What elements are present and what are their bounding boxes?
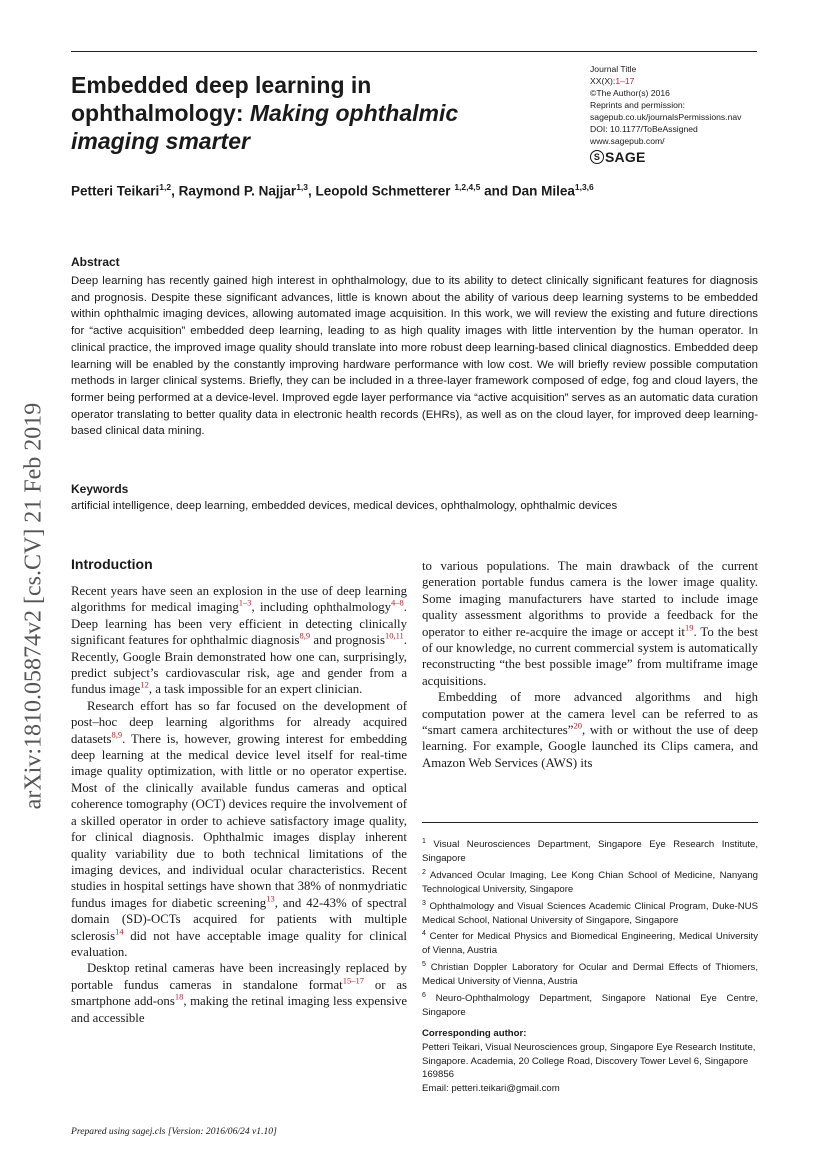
page-range-link[interactable]: 1–17 xyxy=(615,76,635,86)
paper-title xyxy=(71,71,541,155)
author-affiliation: 1,3 xyxy=(296,182,309,192)
footnote-number: 2 xyxy=(422,868,426,876)
body-paragraph: to various populations. The main drawback of the current generation portable fundus camera is the lower image quality. Some imaging manufacturers have started to include image quality assessment algorithms to provide a feedback for the operator to either re-acquire the image or accept $it^{19}$. To the best of our knowledge, no current commercial system is automatically reconstructing “the best possible image” from multiframe image acquisitions. xyxy=(422,559,758,688)
title-line-2-italic: Making ophthalmic xyxy=(249,100,459,126)
author-name: Petteri Teikari xyxy=(71,183,160,199)
citation-link[interactable]: 8,9 xyxy=(111,729,123,740)
author-list xyxy=(71,182,594,199)
intro-right-column xyxy=(422,558,758,771)
intro-left-column xyxy=(71,583,407,1026)
citation-link[interactable]: 15–17 xyxy=(342,975,364,986)
author-name: Raymond P. Najjar xyxy=(178,183,297,199)
footnote-number: 4 xyxy=(422,930,426,938)
body-paragraph: Embedding of more advanced algorithms and high computation power at the camera level can be referred to as “smart camera architectures”$^{20}$, with or without the use of deep learning. For example, Google launched its Clips camera, and Amazon Web Services (AWS) its xyxy=(422,690,758,770)
corresponding-heading: Corresponding author: xyxy=(422,1028,527,1039)
permissions-url: sagepub.co.uk/journalsPermissions.nav xyxy=(590,112,742,122)
sage-s-icon: S xyxy=(590,150,604,164)
journal-name: Journal Title xyxy=(590,64,637,74)
citation-link[interactable]: 13 xyxy=(266,893,275,904)
affiliation-footnote: $^5$ Christian Doppler Laboratory for Ocular and Dermal Effects of Thiomers, Medical University of Vienna, Austria xyxy=(422,961,758,988)
citation-link[interactable]: 12 xyxy=(140,680,149,691)
citation-link[interactable]: 4–8 xyxy=(391,598,404,609)
affiliation-footnote: $^6$ Neuro-Ophthalmology Department, Singapore National Eye Centre, Singapore xyxy=(422,991,758,1018)
journal-site: www.sagepub.com/ xyxy=(590,136,665,146)
abstract-heading: Abstract xyxy=(71,255,120,269)
arxiv-side-stamp xyxy=(20,362,47,850)
title-line-2-plain: ophthalmology: xyxy=(71,100,250,126)
doi: DOI: 10.1177/ToBeAssigned xyxy=(590,124,698,134)
affiliation-footnote: $^4$ Center for Medical Physics and Biomedical Engineering, Medical University of Vienna, Austria xyxy=(422,930,758,957)
affiliation-footnote: $^1$ Visual Neurosciences Department, Singapore Eye Research Institute, Singapore xyxy=(422,838,758,864)
prepared-using-footer: Prepared using sagej.cls [Version: 2016/06/24 v1.10] xyxy=(71,1126,277,1137)
citation-link[interactable]: 1–3 xyxy=(238,598,252,609)
citation-link[interactable]: 10,11 xyxy=(384,630,404,641)
footnote-number: 6 xyxy=(422,991,426,999)
introduction-heading: Introduction xyxy=(71,556,153,572)
citation-link[interactable]: 19 xyxy=(684,622,694,633)
author-affiliation: 1,3,6 xyxy=(574,182,594,192)
citation-link[interactable]: 18 xyxy=(174,991,184,1002)
body-paragraph: Desktop retinal cameras have been increasingly replaced by portable fundus cameras in standalone format$^{15-17}$ or as smartphone add-ons$^{18}$, making the retinal imaging less expensive and accessible xyxy=(71,961,408,1025)
affiliation-footnotes xyxy=(422,835,758,1020)
corresponding-author xyxy=(422,1027,758,1096)
top-rule xyxy=(71,51,757,52)
affiliation-footnote: $^2$ Advanced Ocular Imaging, Lee Kong Chian School of Medicine, Nanyang Technological University, Singapore xyxy=(422,868,758,895)
footnote-rule xyxy=(422,822,758,823)
corresponding-email[interactable]: Email: petteri.teikari@gmail.com xyxy=(422,1083,560,1095)
affiliation-footnote: $^3$ Ophthalmology and Visual Sciences Academic Clinical Program, Duke-NUS Medical School, National University of Singapore, Singapore xyxy=(422,899,758,926)
sage-logo xyxy=(590,150,790,164)
author-separator: , xyxy=(308,183,316,199)
keywords-heading: Keywords xyxy=(71,482,129,496)
volume-prefix: XX(X): xyxy=(590,76,616,86)
title-line-3-italic: imaging smarter xyxy=(71,128,250,154)
body-paragraph: Recent years have seen an explosion in the use of deep learning algorithms for medical imaging$^{1-3}$, including ophthalmology$^{4-8}$. Deep learning has been very efficient in detecting clinically significant features for ophthalmic diagnosis$^{8,9}$ and prognosis$^{10,11}$. Recently, Google Brain demonstrated how one can, surprisingly, predict subject’s cardiovascular risk, age and gender from a fundus image$^{12}$, a task impossible for an expert clinician. xyxy=(71,584,407,697)
author-separator: , xyxy=(171,183,179,199)
arxiv-identifier: arXiv:1810.05874v2 [cs.CV] 21 Feb 2019 xyxy=(20,402,46,810)
reprints: Reprints and permission: xyxy=(590,100,686,110)
author-affiliation: 1,2 xyxy=(159,182,172,192)
abstract-body: Deep learning has recently gained high interest in ophthalmology, due to its ability to detect clinically significant features for diagnosis and prognosis. Despite these significant advances, little is known about the ability of various deep learning systems to be embedded within ophthalmic imaging devices, allowing automated image acquisition. In this work, we will review the existing and future directions for “active acquisition” embedded deep learning, leading to as high quality images with little intervention by the human operator. In clinical practice, the improved image quality should translate into more robust deep learning-based clinical diagnostics. Embedded deep learning will be enabled by the constantly improving hardware performance with low cost. We will briefly review possible computation methods in larger clinical systems. Briefly, they can be included in a three-layer framework composed of edge, fog and cloud layers, the former being performed at a device-level. Improved egde layer performance via “active acquisition” serves as an automatic data curation operator translating to better quality data in electronic health records (EHRs), as well as on the cloud layer, for improved deep learning-based clinical data mining. xyxy=(71,275,758,438)
journal-volume xyxy=(590,75,790,87)
author-affiliation: 1,2,4,5 xyxy=(454,182,481,192)
copyright: ©The Author(s) 2016 xyxy=(590,88,670,98)
body-paragraph: Research effort has so far focused on the development of post–hoc deep learning algorithms for already acquired datasets$^{8,9}$. There is, however, growing interest for embedding deep learning at the medical device level itself for real-time image quality optimization, with little or no operator expertise. Most of the clinically available fundus cameras and optical coherence tomography (OCT) devices require the involvement of a skilled operator in order to achieve satisfactory image quality, for clinical diagnosis. Ophthalmic images display inherent quality variability due to both technical limitations of the imaging devices, and individual ocular characteristics. Recent studies in hospital settings have shown that 38% of nonmydriatic fundus images for diabetic screening$^{13}$, and 42-43% of spectral domain (SD)-OCTs acquired for patients with multiple sclerosis$^{14}$ did not have acceptable image quality for clinical evaluation. xyxy=(71,698,407,959)
citation-link[interactable]: 14 xyxy=(115,926,124,937)
author-name: Dan Milea xyxy=(511,183,575,199)
footnote-number: 5 xyxy=(422,961,426,969)
title-line-1: Embedded deep learning in xyxy=(71,72,372,98)
journal-info xyxy=(590,63,790,164)
keywords-body: artificial intelligence, deep learning, embedded devices, medical devices, ophthalmology, ophthalmic devices xyxy=(71,500,618,512)
corresponding-address: Petteri Teikari, Visual Neurosciences group, Singapore Eye Research Institute, Singapore. Academia, 20 College Road, Discovery Tower Level 6, Singapore 169856 xyxy=(422,1041,756,1081)
footnote-number: 1 xyxy=(422,838,426,845)
sage-logo-text: SAGE xyxy=(605,149,646,165)
author-name: Leopold Schmetterer xyxy=(315,183,455,199)
author-separator: and xyxy=(480,183,512,199)
citation-link[interactable]: 8,9 xyxy=(299,630,311,641)
citation-link[interactable]: 20 xyxy=(573,720,582,731)
footnote-number: 3 xyxy=(422,899,426,907)
